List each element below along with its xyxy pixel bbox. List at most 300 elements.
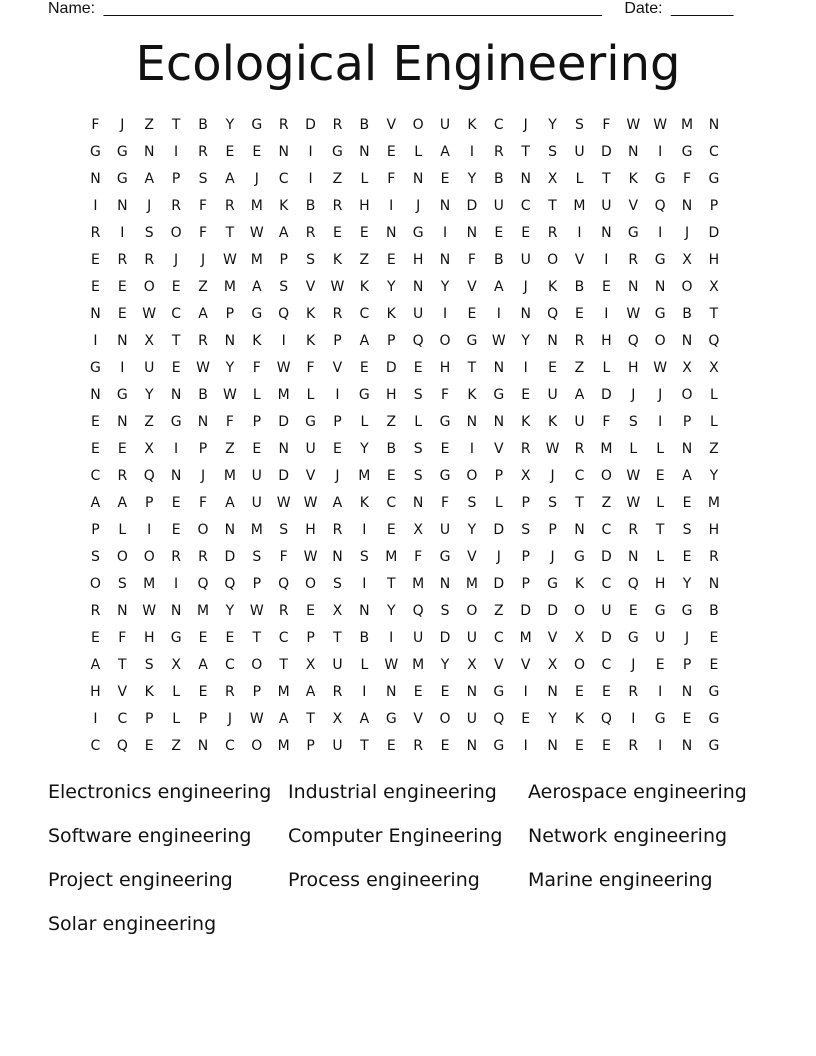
grid-cell: W [222,387,237,403]
grid-cell: O [573,603,585,619]
grid-cell: A [440,144,450,160]
grid-cell: I [604,306,609,322]
grid-cell: L [414,414,423,430]
grid-cell: K [574,576,585,592]
grid-cell: L [172,711,181,727]
grid-cell: N [654,279,666,295]
grid-cell: P [521,549,530,565]
grid-cell: K [467,117,477,133]
grid-cell: P [709,198,719,214]
grid-cell: G [90,360,101,376]
grid-cell: O [654,333,666,349]
grid-cell: E [548,360,558,376]
grid-cell: N [412,171,424,187]
grid-cell: Y [548,711,557,727]
grid-cell: O [251,738,263,754]
grid-cell: C [601,576,612,592]
grid-cell: W [196,360,210,376]
grid-cell: I [389,198,394,214]
grid-cell: Q [627,576,639,592]
grid-cell: G [170,414,182,430]
grid-cell: F [440,387,450,403]
grid-cell: S [413,468,423,484]
grid-cell: H [439,360,451,376]
grid-cell: B [198,117,208,133]
grid-cell: N [439,252,451,268]
word-item: Software engineering [48,825,252,847]
grid-cell: S [359,549,369,565]
grid-cell: S [279,279,289,295]
grid-cell: K [386,306,396,322]
grid-cell: N [278,441,289,457]
grid-cell: Q [600,711,612,727]
grid-cell: R [332,522,343,538]
grid-cell: Q [116,738,128,754]
grid-cell: T [575,495,584,511]
grid-cell: N [412,279,424,295]
grid-cell: F [683,171,692,187]
grid-cell: G [116,387,128,403]
grid-cell: E [709,630,719,646]
grid-cell: G [493,738,505,754]
grid-cell: F [198,225,208,241]
grid-cell: I [658,225,663,241]
grid-cell: P [145,711,154,727]
grid-cell: I [658,738,663,754]
grid-cell: L [656,495,665,511]
grid-cell: O [681,387,693,403]
grid-cell: T [386,576,396,592]
grid-cell: C [386,495,397,511]
grid-cell: R [574,333,585,349]
grid-cell: E [117,279,127,295]
grid-cell: W [222,252,237,268]
grid-cell: H [601,333,612,349]
grid-cell: F [467,252,476,268]
grid-cell: N [466,225,478,241]
grid-cell: R [628,522,639,538]
grid-cell: J [684,225,690,241]
grid-cell: J [523,117,528,133]
grid-cell: E [91,279,100,295]
grid-cell: H [385,387,397,403]
grid-cell: I [120,360,125,376]
grid-cell: K [521,414,531,430]
grid-cell: I [523,360,528,376]
grid-cell: D [278,468,290,484]
grid-cell: Z [494,603,504,619]
grid-cell: M [385,549,398,565]
grid-cell: Q [627,333,639,349]
grid-cell: K [467,387,477,403]
grid-cell: L [360,414,369,430]
grid-cell: R [547,225,558,241]
grid-cell: J [684,630,690,646]
grid-cell: I [523,684,528,700]
grid-cell: U [439,117,451,133]
grid-cell: J [416,198,421,214]
grid-cell: R [198,333,208,349]
grid-cell: M [412,576,425,592]
grid-cell: P [682,657,692,673]
grid-cell: P [521,495,530,511]
grid-cell: A [252,279,262,295]
grid-cell: S [521,522,531,538]
grid-cell: J [335,468,340,484]
grid-cell: E [386,738,396,754]
grid-cell: N [520,306,531,322]
grid-cell: H [90,684,101,700]
grid-cell: T [279,657,288,673]
grid-cell: E [91,414,100,430]
grid-cell: N [224,522,236,538]
grid-cell: N [332,549,343,565]
grid-cell: Z [225,441,235,457]
grid-cell: X [144,441,155,457]
grid-cell: V [574,252,585,268]
grid-cell: I [442,225,448,241]
grid-cell: O [466,468,478,484]
grid-cell: H [359,198,370,214]
grid-cell: Y [440,657,450,673]
grid-cell: I [362,684,367,700]
grid-cell: R [628,252,639,268]
grid-cell: N [197,738,209,754]
grid-cell: D [493,576,505,592]
grid-cell: B [709,603,719,619]
grid-cell: E [521,711,531,727]
grid-cell: A [278,711,289,727]
grid-cell: E [682,711,692,727]
grid-cell: S [548,495,558,511]
grid-cell: J [227,711,232,727]
grid-cell: L [602,360,611,376]
grid-cell: F [252,360,261,376]
grid-cell: W [653,117,668,133]
grid-cell: G [493,387,505,403]
grid-cell: I [389,630,394,646]
grid-cell: K [359,495,369,511]
grid-cell: N [520,171,531,187]
grid-cell: G [439,468,451,484]
grid-cell: J [200,468,206,484]
grid-cell: M [277,738,290,754]
grid-cell: T [171,333,181,349]
grid-cell: W [626,495,641,511]
grid-cell: E [252,441,262,457]
grid-cell: N [439,576,451,592]
grid-cell: I [120,225,125,241]
grid-cell: W [303,495,318,511]
grid-cell: Y [225,117,235,133]
grid-cell: J [147,198,152,214]
grid-cell: S [682,522,692,538]
grid-cell: M [680,117,694,133]
grid-cell: A [225,495,235,511]
grid-cell: W [249,603,264,619]
grid-cell: A [359,711,370,727]
grid-cell: C [278,630,289,646]
grid-cell: L [656,549,665,565]
grid-cell: S [467,495,477,511]
grid-cell: W [330,279,345,295]
grid-cell: I [658,414,663,430]
grid-cell: E [171,495,181,511]
grid-cell: N [386,225,397,241]
grid-cell: Y [521,333,530,349]
grid-cell: N [466,684,478,700]
grid-cell: S [279,522,289,538]
grid-cell: F [440,495,450,511]
grid-cell: E [144,738,154,754]
grid-cell: P [171,171,181,187]
grid-cell: I [335,387,340,403]
grid-cell: I [469,144,474,160]
grid-cell: I [496,306,501,322]
grid-cell: S [117,576,127,592]
grid-cell: C [574,468,585,484]
grid-cell: N [574,522,585,538]
grid-cell: S [144,225,154,241]
grid-cell: P [198,441,208,457]
grid-cell: W [303,549,318,565]
grid-cell: J [550,549,555,565]
grid-cell: B [574,279,585,295]
grid-cell: G [385,711,397,727]
word-item: Aerospace engineering [528,781,747,803]
grid-cell: W [276,360,291,376]
grid-cell: T [225,225,235,241]
word-item: Computer Engineering [288,825,503,847]
grid-cell: U [574,144,585,160]
grid-cell: P [225,306,235,322]
grid-cell: U [655,630,666,646]
grid-cell: E [386,144,396,160]
grid-cell: P [306,738,315,754]
grid-cell: T [171,117,181,133]
grid-cell: B [305,198,316,214]
grid-cell: Z [171,738,181,754]
grid-cell: G [681,603,693,619]
grid-cell: N [681,333,693,349]
grid-cell: N [466,414,478,430]
grid-cell: L [656,441,665,457]
grid-cell: Q [143,468,155,484]
grid-cell: D [224,549,236,565]
grid-cell: E [709,657,719,673]
grid-cell: N [708,117,720,133]
grid-cell: X [574,630,585,646]
grid-cell: C [601,657,612,673]
grid-cell: G [358,387,370,403]
grid-cell: E [440,738,450,754]
grid-cell: E [386,252,396,268]
grid-cell: I [362,576,367,592]
grid-cell: G [466,333,478,349]
grid-cell: X [682,360,692,376]
grid-cell: R [628,684,639,700]
grid-cell: M [412,657,425,673]
grid-cell: C [493,117,504,133]
grid-cell: X [709,360,719,376]
grid-cell: Y [225,360,235,376]
grid-cell: R [278,117,289,133]
grid-cell: P [548,522,557,538]
grid-cell: A [198,306,208,322]
grid-cell: E [91,630,100,646]
grid-cell: X [413,522,423,538]
grid-cell: U [466,711,478,727]
grid-cell: K [628,171,638,187]
grid-cell: C [225,657,235,673]
grid-cell: G [412,225,424,241]
grid-cell: E [198,630,208,646]
grid-cell: H [708,252,720,268]
grid-cell: O [170,225,182,241]
grid-cell: I [308,171,313,187]
grid-cell: N [170,387,182,403]
grid-cell: E [386,468,396,484]
date-label: Date: [624,0,663,17]
grid-cell: W [249,225,264,241]
grid-cell: N [117,198,128,214]
grid-cell: F [118,630,127,646]
grid-cell: G [90,144,101,160]
grid-cell: D [547,603,558,619]
grid-cell: I [174,576,179,592]
grid-cell: V [628,198,639,214]
grid-cell: I [174,441,179,457]
letter-grid [82,112,727,760]
grid-cell: R [520,441,531,457]
grid-cell: R [278,603,289,619]
grid-cell: X [171,657,181,673]
grid-cell: E [440,684,450,700]
grid-cell: C [278,171,289,187]
grid-cell: D [493,522,505,538]
grid-cell: D [466,198,478,214]
grid-cell: R [332,306,343,322]
grid-cell: F [198,495,208,511]
grid-cell: T [709,306,719,322]
grid-cell: L [710,387,718,403]
grid-cell: T [602,171,611,187]
grid-cell: C [709,144,719,160]
grid-cell: K [332,252,343,268]
grid-cell: B [359,630,370,646]
grid-cell: E [359,225,369,241]
grid-cell: Y [467,171,477,187]
grid-cell: W [491,333,506,349]
grid-cell: Q [278,576,290,592]
grid-cell: R [574,441,585,457]
word-item: Network engineering [528,825,728,847]
grid-cell: F [387,171,396,187]
grid-cell: U [144,360,155,376]
grid-cell: E [171,360,181,376]
grid-cell: Z [198,279,208,295]
grid-cell: X [520,468,531,484]
grid-cell: R [144,252,155,268]
grid-cell: E [521,387,531,403]
grid-cell: M [519,630,532,646]
grid-cell: Y [144,387,154,403]
page-title: Ecological Engineering [135,36,681,92]
grid-cell: C [601,522,612,538]
grid-cell: A [682,468,692,484]
grid-cell: B [359,117,370,133]
grid-cell: G [493,684,505,700]
grid-cell: O [305,576,317,592]
grid-cell: H [412,252,424,268]
grid-cell: R [90,603,101,619]
grid-cell: R [198,549,208,565]
grid-cell: G [708,738,720,754]
grid-cell: P [682,414,692,430]
grid-cell: M [465,576,478,592]
grid-cell: K [574,711,585,727]
grid-cell: N [117,603,128,619]
grid-cell: B [386,441,397,457]
grid-cell: R [493,144,504,160]
grid-cell: R [90,225,101,241]
grid-cell: L [118,522,127,538]
grid-cell: Z [709,441,719,457]
grid-cell: R [332,117,343,133]
grid-cell: K [305,333,316,349]
grid-cell: L [629,441,638,457]
grid-cell: O [143,279,155,295]
grid-cell: N [493,414,505,430]
grid-cell: Y [548,117,557,133]
grid-cell: O [89,576,101,592]
grid-cell: R [117,468,128,484]
grid-cell: I [577,225,582,241]
grid-cell: P [333,414,342,430]
grid-cell: I [93,711,98,727]
grid-cell: O [197,522,209,538]
grid-cell: W [384,657,399,673]
grid-cell: R [305,225,316,241]
grid-cell: M [250,198,263,214]
grid-cell: U [601,198,612,214]
grid-cell: D [278,414,290,430]
grid-cell: V [305,468,316,484]
grid-cell: N [278,144,289,160]
word-item: Industrial engineering [288,781,497,803]
grid-cell: Y [682,576,692,592]
grid-cell: M [250,522,263,538]
grid-cell: P [333,333,342,349]
grid-cell: J [174,252,179,268]
grid-cell: T [360,738,369,754]
grid-cell: U [251,495,262,511]
grid-cell: O [116,549,128,565]
grid-cell: N [547,738,558,754]
grid-cell: A [198,657,208,673]
grid-cell: I [281,333,286,349]
grid-cell: I [442,306,448,322]
grid-cell: E [333,225,342,241]
grid-cell: N [628,279,639,295]
grid-cell: N [601,225,612,241]
grid-cell: F [279,549,288,565]
header [48,0,748,20]
grid-cell: Z [144,117,155,133]
grid-cell: C [225,738,235,754]
grid-cell: J [496,549,501,565]
grid-cell: J [658,387,663,403]
